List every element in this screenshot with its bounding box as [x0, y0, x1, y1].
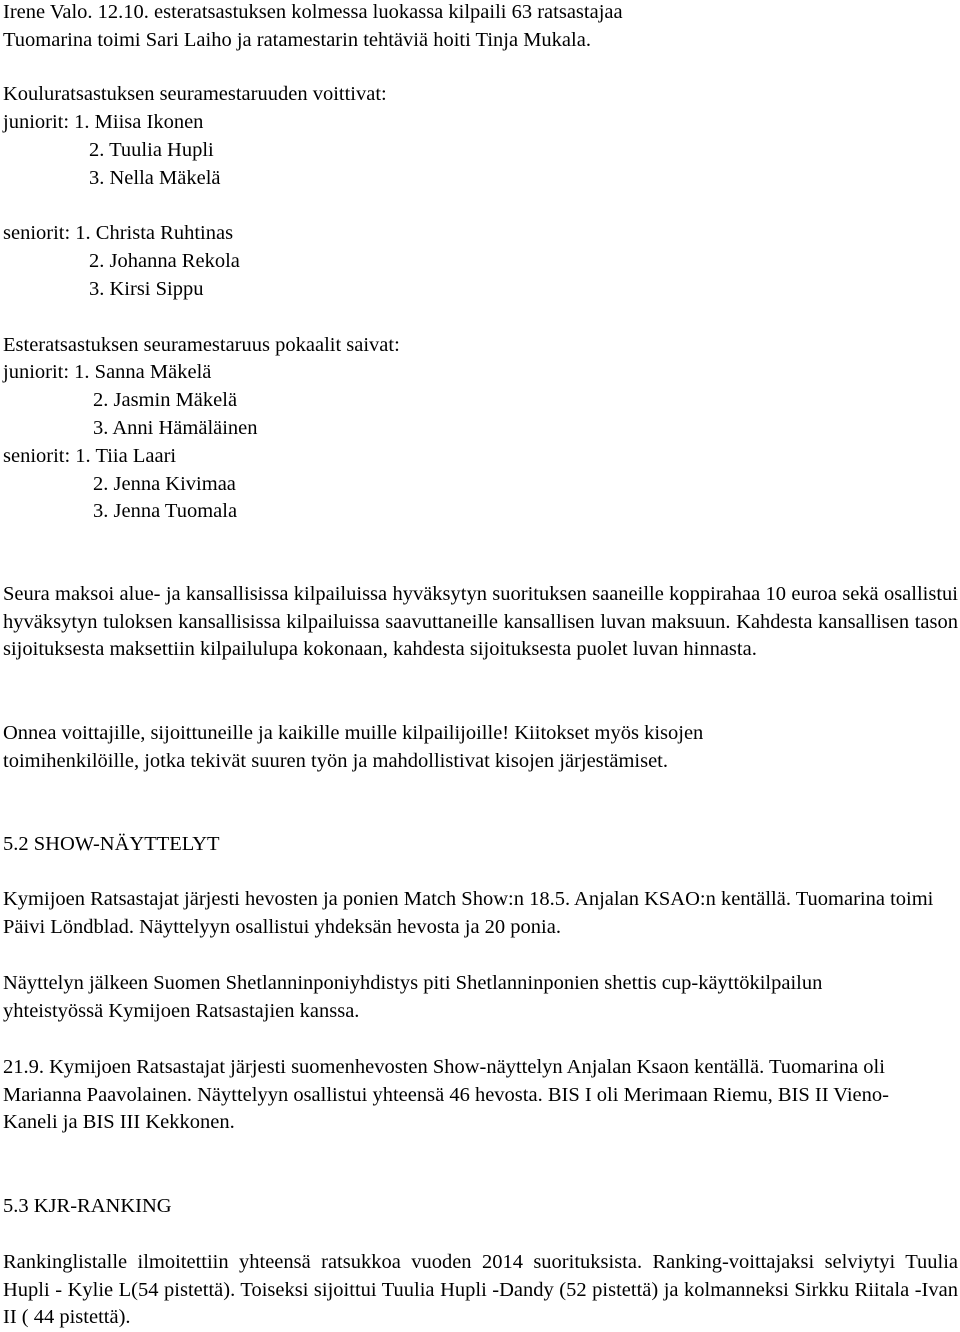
este-juniors-1: juniorit: 1. Sanna Mäkelä	[3, 361, 212, 383]
koulu-juniors-2: 2. Tuulia Hupli	[89, 139, 214, 161]
este-seniors-3: 3. Jenna Tuomala	[93, 500, 238, 522]
onnea-paragraph: Onnea voittajille, sijoittuneille ja kaikille muille kilpailijoille! Kiitokset myös kisojen toimihenkilöille, jotka tekivät suuren työn ja mahdollistivat kisojen järjestämiset.	[3, 722, 704, 772]
ranking-paragraph: Rankinglistalle ilmoitettiin yhteensä ratsukkoa vuoden 2014 suorituksista. Ranking-voittajaksi selviytyi Tuulia Hupli - Kylie L(54 pistettä). Toiseksi sijoittui Tuulia Hupli -Dandy (52 pistettä) ja kolmanneksi Sirkku Riitala -Ivan II ( 44 pistettä).	[3, 1251, 958, 1329]
este-juniors-3: 3. Anni Hämäläinen	[93, 417, 258, 439]
koulu-juniors-1: juniorit: 1. Miisa Ikonen	[3, 111, 204, 133]
koulu-heading: Kouluratsastuksen seuramestaruuden voittivat:	[3, 83, 387, 105]
este-seniors-1: seniorit: 1. Tiia Laari	[3, 445, 177, 467]
este-heading: Esteratsastuksen seuramestaruus pokaalit saivat:	[3, 334, 400, 356]
intro-line-1: Irene Valo. 12.10. esteratsastuksen kolmessa luokassa kilpaili 63 ratsastajaa	[3, 1, 623, 23]
koulu-seniors-1: seniorit: 1. Christa Ruhtinas	[3, 222, 234, 244]
este-juniors-2: 2. Jasmin Mäkelä	[93, 389, 238, 411]
show-heading: 5.2 SHOW-NÄYTTELYT	[3, 833, 220, 855]
koulu-seniors-2: 2. Johanna Rekola	[89, 250, 240, 272]
intro-line-2: Tuomarina toimi Sari Laiho ja ratamestarin tehtäviä hoiti Tinja Mukala.	[3, 29, 591, 51]
show-paragraph-3: 21.9. Kymijoen Ratsastajat järjesti suomenhevosten Show-näyttelyn Anjalan Ksaon kentällä. Tuomarina oli Marianna Paavolainen. Näyttelyyn osallistui yhteensä 46 hevosta. BIS I oli Merimaan Riemu, BIS II Vieno-Kaneli ja BIS III Kekkonen.	[3, 1056, 889, 1134]
show-paragraph-2: Näyttelyn jälkeen Suomen Shetlanninponiyhdistys piti Shetlanninponien shettis cup-käyttökilpailun yhteistyössä Kymijoen Ratsastajien kanssa.	[3, 972, 823, 1022]
este-seniors-2: 2. Jenna Kivimaa	[93, 473, 236, 495]
koulu-seniors-3: 3. Kirsi Sippu	[89, 278, 204, 300]
koulu-juniors-3: 3. Nella Mäkelä	[89, 167, 221, 189]
ranking-heading: 5.3 KJR-RANKING	[3, 1195, 172, 1217]
show-paragraph-1: Kymijoen Ratsastajat järjesti hevosten ja ponien Match Show:n 18.5. Anjalan KSAO:n kentällä. Tuomarina toimi Päivi Löndblad. Näyttelyyn osallistui yhdeksän hevosta ja 20 ponia.	[3, 888, 934, 938]
seura-paragraph: Seura maksoi alue- ja kansallisissa kilpailuissa hyväksytyn suorituksen saaneille koppirahaa 10 euroa sekä osallistui hyväksytyn tuloksen kansallisissa kilpailuissa saavuttaneille kansallisen luvan maksuun. Kahdesta kansallisen tason sijoituksesta maksettiin kilpailulupa kokonaan, kahdesta sijoituksesta puolet luvan hinnasta.	[3, 583, 958, 661]
